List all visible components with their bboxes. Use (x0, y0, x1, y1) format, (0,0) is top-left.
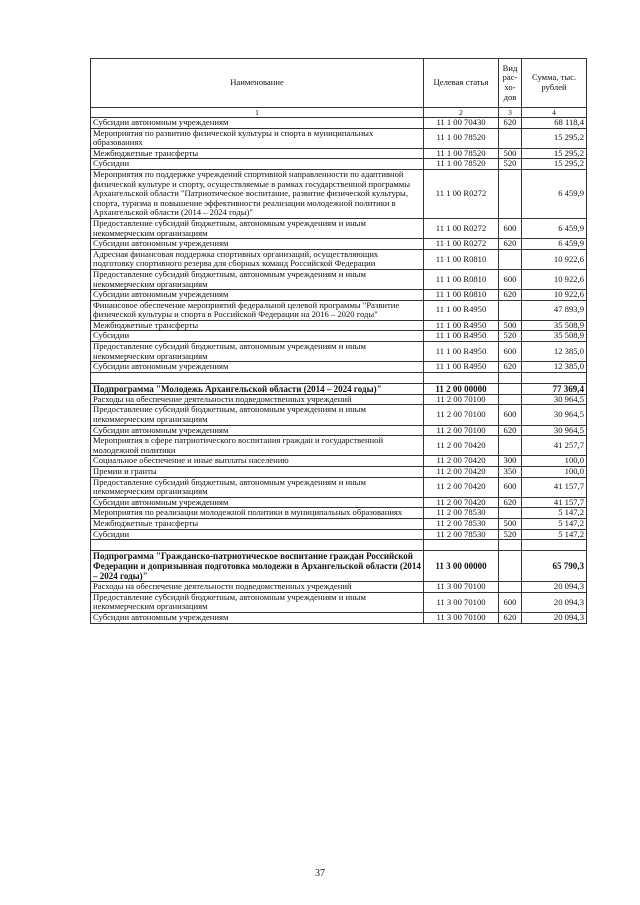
table-row (91, 290, 587, 301)
cell-sum: 15 295,2 (522, 159, 587, 170)
cell-code: 11 1 00 R0272 (424, 218, 499, 238)
cell-code: 11 3 00 70100 (424, 612, 499, 623)
cell-sum: 6 459,9 (522, 239, 587, 250)
cell-type: 350 (499, 467, 522, 478)
cell-code: 11 2 00 78530 (424, 518, 499, 529)
cell-sum: 30 964,5 (522, 394, 587, 405)
cell-name: Социальное обеспечение и иные выплаты населению (91, 456, 424, 467)
cell-name: Подпрограмма "Гражданско-патриотическое воспитание граждан Российской Федерации и допризывная подготовка молодежи в Архангельской области (2014 – 2024 годы)" (91, 551, 424, 582)
cell-name: Мероприятия по развитию физической культуры и спорта в муниципальных образованиях (91, 128, 424, 148)
cell-sum: 20 094,3 (522, 592, 587, 612)
cell-code: 11 1 00 R0810 (424, 249, 499, 269)
cell-name: Межбюджетные трансферты (91, 320, 424, 331)
cell-code: 11 1 00 R4950 (424, 300, 499, 320)
subprogram-row (91, 383, 587, 394)
cell-sum: 10 922,6 (522, 269, 587, 289)
cell-type: 300 (499, 456, 522, 467)
cell-code: 11 2 00 70420 (424, 456, 499, 467)
cell-type: 620 (499, 118, 522, 129)
cell-name: Мероприятия по поддержке учреждений спортивной направленности по адаптивной физической культуре и спорту, осуществляемые в рамках государственной программы Архангельской области "Патриотическое воспитание, развитие физической культуры, спорта, туризма и повышение эффективности реализации молодежной политики в Архангельской области (2014 – 2024 годы)" (91, 169, 424, 218)
cell-code: 11 2 00 70100 (424, 394, 499, 405)
cell-code: 11 1 00 R0810 (424, 290, 499, 301)
col-number-4: 4 (522, 108, 587, 118)
cell-code: 11 2 00 78530 (424, 529, 499, 540)
cell-type (499, 169, 522, 218)
cell-type: 620 (499, 362, 522, 373)
cell-type (499, 128, 522, 148)
cell-sum: 35 508,9 (522, 320, 587, 331)
cell-name: Предоставление субсидий бюджетным, автономным учреждениям и иным некоммерческим организациям (91, 269, 424, 289)
cell-sum: 10 922,6 (522, 249, 587, 269)
cell-code: 11 2 00 70420 (424, 467, 499, 478)
table-row (91, 582, 587, 593)
cell-sum: 100,0 (522, 456, 587, 467)
table-row (91, 239, 587, 250)
cell-name: Премии и гранты (91, 467, 424, 478)
cell-code: 11 2 00 70420 (424, 436, 499, 456)
cell-type: 500 (499, 148, 522, 159)
table-row (91, 218, 587, 238)
cell-sum: 47 893,9 (522, 300, 587, 320)
cell-code: 11 1 00 70430 (424, 118, 499, 129)
cell-code: 11 2 00 70420 (424, 477, 499, 497)
cell-code: 11 2 00 70100 (424, 425, 499, 436)
cell-name: Предоставление субсидий бюджетным, автономным учреждениям и иным некоммерческим организациям (91, 592, 424, 612)
cell-type: 600 (499, 405, 522, 425)
cell-code: 11 3 00 00000 (424, 551, 499, 582)
cell-sum: 12 385,0 (522, 362, 587, 373)
table-row (91, 169, 587, 218)
cell-sum: 41 257,7 (522, 436, 587, 456)
spacer-row (91, 540, 587, 551)
cell-name: Субсидии автономным учреждениям (91, 118, 424, 129)
cell-code: 11 3 00 70100 (424, 582, 499, 593)
cell-sum: 12 385,0 (522, 342, 587, 362)
cell-type: 600 (499, 218, 522, 238)
subprogram-row (91, 551, 587, 582)
cell-type: 520 (499, 331, 522, 342)
cell-type: 600 (499, 477, 522, 497)
cell-name: Предоставление субсидий бюджетным, автономным учреждениям и иным некоммерческим организациям (91, 218, 424, 238)
table-row (91, 467, 587, 478)
cell-code: 11 1 00 78520 (424, 159, 499, 170)
cell-sum: 41 157,7 (522, 477, 587, 497)
table-row (91, 300, 587, 320)
col-number-3: 3 (499, 108, 522, 118)
cell-sum (522, 540, 587, 551)
cell-name: Субсидии (91, 159, 424, 170)
cell-type: 620 (499, 497, 522, 508)
cell-sum: 6 459,9 (522, 218, 587, 238)
cell-code: 11 2 00 78530 (424, 508, 499, 519)
table-row (91, 362, 587, 373)
cell-name: Субсидии автономным учреждениям (91, 290, 424, 301)
cell-name: Межбюджетные трансферты (91, 148, 424, 159)
table-row (91, 425, 587, 436)
cell-sum: 35 508,9 (522, 331, 587, 342)
cell-sum: 100,0 (522, 467, 587, 478)
cell-code: 11 2 00 70420 (424, 497, 499, 508)
table-row (91, 148, 587, 159)
cell-type (499, 540, 522, 551)
table-row (91, 508, 587, 519)
cell-sum: 5 147,2 (522, 518, 587, 529)
cell-name (91, 372, 424, 383)
cell-sum: 41 157,7 (522, 497, 587, 508)
cell-name: Адресная финансовая поддержка спортивных организаций, осуществляющих подготовку спортивного резерва для сборных команд Российской Федерации (91, 249, 424, 269)
header-code: Целевая статья (424, 59, 499, 108)
table-row (91, 394, 587, 405)
cell-name: Межбюджетные трансферты (91, 518, 424, 529)
budget-table (90, 58, 587, 624)
cell-name: Предоставление субсидий бюджетным, автономным учреждениям и иным некоммерческим организациям (91, 405, 424, 425)
cell-sum: 10 922,6 (522, 290, 587, 301)
cell-code: 11 1 00 78520 (424, 148, 499, 159)
cell-code: 11 1 00 78520 (424, 128, 499, 148)
cell-type: 600 (499, 269, 522, 289)
cell-code: 11 1 00 R4950 (424, 331, 499, 342)
cell-name: Субсидии автономным учреждениям (91, 612, 424, 623)
cell-type (499, 582, 522, 593)
cell-sum: 30 964,5 (522, 405, 587, 425)
cell-name: Расходы на обеспечение деятельности подведомственных учреждений (91, 394, 424, 405)
cell-sum: 6 459,9 (522, 169, 587, 218)
header-name: Наименование (91, 59, 424, 108)
cell-sum: 65 790,3 (522, 551, 587, 582)
column-number-row (91, 108, 587, 118)
table-row (91, 128, 587, 148)
table-row (91, 436, 587, 456)
cell-name: Субсидии автономным учреждениям (91, 497, 424, 508)
cell-type (499, 372, 522, 383)
table-row (91, 331, 587, 342)
cell-code: 11 1 00 R4950 (424, 320, 499, 331)
table-row (91, 249, 587, 269)
cell-name: Субсидии автономным учреждениям (91, 362, 424, 373)
table-row (91, 405, 587, 425)
cell-type: 520 (499, 529, 522, 540)
budget-table-page (90, 58, 586, 624)
cell-code: 11 1 00 R0272 (424, 169, 499, 218)
header-sum: Сумма, тыс. рублей (522, 59, 587, 108)
cell-sum: 77 369,4 (522, 383, 587, 394)
spacer-row (91, 372, 587, 383)
table-row (91, 269, 587, 289)
cell-type: 600 (499, 592, 522, 612)
cell-name: Субсидии (91, 529, 424, 540)
cell-name (91, 540, 424, 551)
cell-sum: 68 118,4 (522, 118, 587, 129)
cell-type (499, 394, 522, 405)
cell-sum (522, 372, 587, 383)
cell-name: Мероприятия по реализации молодежной политики в муниципальных образованиях (91, 508, 424, 519)
cell-name: Подпрограмма "Молодежь Архангельской области (2014 – 2024 годы)" (91, 383, 424, 394)
cell-name: Субсидии (91, 331, 424, 342)
cell-type (499, 249, 522, 269)
header-type: Вид рас-хо-дов (499, 59, 522, 108)
cell-name: Расходы на обеспечение деятельности подведомственных учреждений (91, 582, 424, 593)
cell-type: 620 (499, 239, 522, 250)
cell-sum: 5 147,2 (522, 529, 587, 540)
cell-sum: 30 964,5 (522, 425, 587, 436)
cell-code (424, 540, 499, 551)
cell-name: Субсидии автономным учреждениям (91, 425, 424, 436)
cell-code: 11 1 00 R4950 (424, 362, 499, 373)
cell-code: 11 2 00 00000 (424, 383, 499, 394)
table-row (91, 477, 587, 497)
cell-name: Предоставление субсидий бюджетным, автономным учреждениям и иным некоммерческим организациям (91, 477, 424, 497)
cell-name: Предоставление субсидий бюджетным, автономным учреждениям и иным некоммерческим организациям (91, 342, 424, 362)
cell-name: Субсидии автономным учреждениям (91, 239, 424, 250)
cell-type (499, 551, 522, 582)
cell-name: Мероприятия в сфере патриотического воспитания граждан и государственной молодежной политики (91, 436, 424, 456)
table-row (91, 320, 587, 331)
cell-type (499, 436, 522, 456)
cell-type (499, 300, 522, 320)
table-row (91, 456, 587, 467)
cell-code: 11 2 00 70100 (424, 405, 499, 425)
col-number-1: 1 (91, 108, 424, 118)
table-row (91, 342, 587, 362)
cell-type: 520 (499, 159, 522, 170)
table-row (91, 518, 587, 529)
cell-sum: 20 094,3 (522, 582, 587, 593)
cell-sum: 15 295,2 (522, 128, 587, 148)
cell-code: 11 3 00 70100 (424, 592, 499, 612)
cell-type (499, 383, 522, 394)
table-row (91, 118, 587, 129)
cell-sum: 20 094,3 (522, 612, 587, 623)
table-row (91, 529, 587, 540)
cell-type: 620 (499, 612, 522, 623)
table-row (91, 592, 587, 612)
table-row (91, 612, 587, 623)
header-row (91, 59, 587, 108)
cell-type: 600 (499, 342, 522, 362)
table-row (91, 497, 587, 508)
cell-type: 620 (499, 290, 522, 301)
table-row (91, 159, 587, 170)
table-body (91, 118, 587, 624)
cell-type: 500 (499, 320, 522, 331)
col-number-2: 2 (424, 108, 499, 118)
cell-sum: 5 147,2 (522, 508, 587, 519)
cell-name: Финансовое обеспечение мероприятий федеральной целевой программы "Развитие физической культуры и спорта в Российской Федерации на 2016 – 2020 годы" (91, 300, 424, 320)
cell-type (499, 508, 522, 519)
cell-code: 11 1 00 R0272 (424, 239, 499, 250)
cell-sum: 15 295,2 (522, 148, 587, 159)
cell-code: 11 1 00 R4950 (424, 342, 499, 362)
cell-type: 620 (499, 425, 522, 436)
cell-code: 11 1 00 R0810 (424, 269, 499, 289)
cell-type: 500 (499, 518, 522, 529)
page-number: 37 (315, 868, 325, 879)
cell-code (424, 372, 499, 383)
